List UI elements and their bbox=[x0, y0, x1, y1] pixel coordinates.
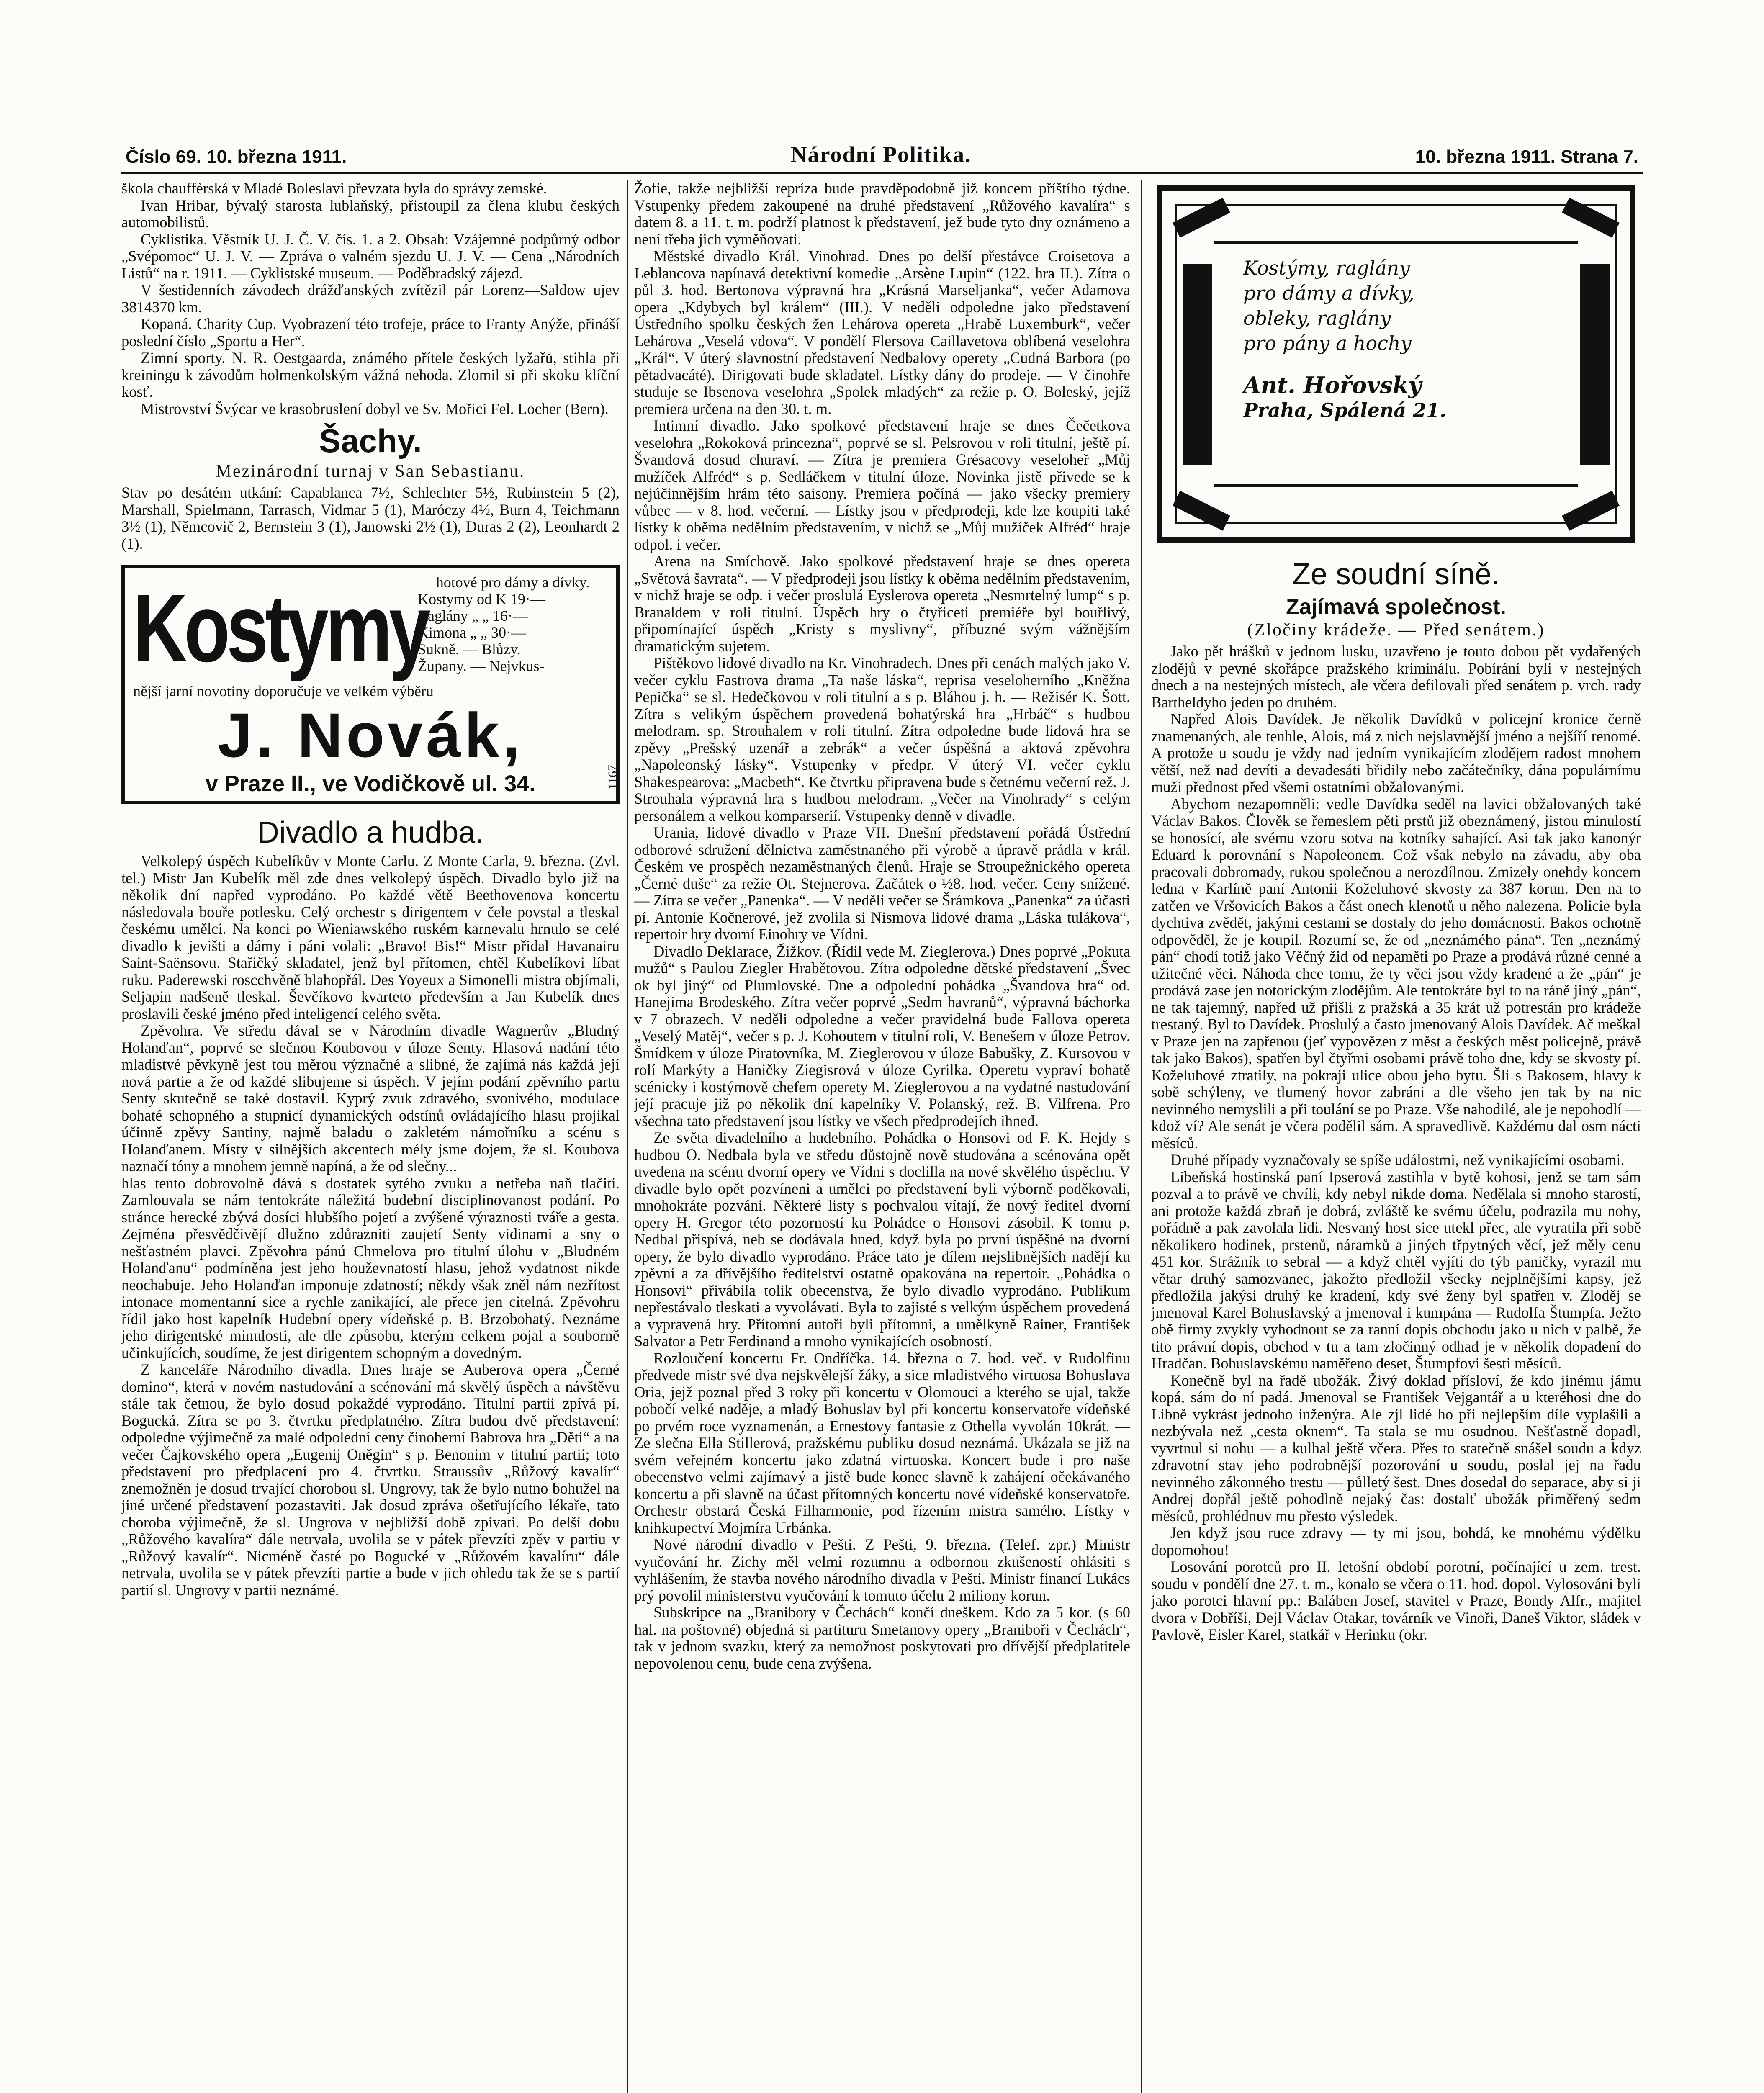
paragraph: Velkolepý úspěch Kubelíkův v Monte Carlu. Z Monte Carla, 9. března. (Zvl. tel.) Mistr Jan Kubelík měl zde dnes velkolepý úspěch. Divadlo bylo již na několik dní napřed vyprodáno. Po každé větě Beethovenova koncertu následovala bouře potlesku. Celý orchestr s dirigentem v čele povstal a tleskal českému umělci. Na konci po Wieniawského ruském karnevalu hrnulo se celé divadlo k jevišti a dámy i páni volali: „Bravo! Bis!“ Mistr přidal Havanairu Saint-Saënsovu. Stařičký skladatel, jenž byl přítomen, chtěl Kubelíkovi líbat ruku. Paderewski roscchvěně blahopřál. Des Yoyeux a Simonelli mistra objímali, Seljapin nadšeně tleskal. Ševčíkovo kvarteto především a Jan Kubelík dnes proslavili české jméno před inteligencí celého světa. bbox=[121, 852, 620, 1022]
paragraph: Konečně byl na řadě ubožák. Živý doklad přísloví, že kdo jinému jámu kopá, sám do ní padá. Jmenoval se František Vejgantář a u kteréhosi dne do Libně vykrást jednoho inženýra. Ale zjl lidé ho při nejlepším díle vyplašili a nezbývala než „cesta oknem“. Ta stala se mu osudnou. Nešťastně dopadl, vyvrtnul si nohu — a kulhal ještě včera. Přes to statečně snášel soudu a kdyz zdravotní stav jeho podrobnější pozorování u soudu, poslal jej na řadu nevinného zákonného trestu — půlletý šest. Dnes dosedal do separace, aby si ji Andrej dopřál ještě pohodlně nejaký čas: dostalť ubožák přiměřený sedm měsíců, prohlédnuv mu přesto výsledek. bbox=[1151, 1371, 1641, 1525]
column-rule bbox=[1141, 180, 1142, 2093]
ad-price-list bbox=[418, 574, 608, 674]
court-heading: Ze soudní síně. bbox=[1292, 558, 1500, 591]
header-rule bbox=[121, 172, 1643, 174]
ad-text bbox=[1243, 255, 1561, 423]
paragraph: Zimní sporty. N. R. Oestgaarda, známého přítele českých lyžařů, stihla při kreiningu k závodům holmenkolským vážná nehoda. Zlomil si při skoku klíční kosť. bbox=[121, 349, 620, 400]
ad-line: obleky, raglány bbox=[1243, 307, 1391, 329]
paragraph: Subskripce na „Branibory v Čechách“ končí dneškem. Kdo za 5 kor. (s 60 hal. na poštovné) objedná si partituru Smetanovy opery „Braniboři v Čechách“, tak v jednom svazku, který za nemožnost poskytovati pro dřívější předplatitele nepovolenou cenu, bude cena zvýšena. bbox=[634, 1604, 1130, 1672]
column-3 bbox=[1151, 180, 1641, 2093]
paragraph: Abychom nezapomněli: vedle Davídka seděl na lavici obžalovaných také Václav Bakos. Člověk se řemeslem pěti prstů již obeznámený, jistou minulostí se honosící, ale svému vzoru sotva na kotníky sahající. Asi tak jako kanonýr Eduard k porovnání s Napoleonem. Což však nebylo na závadu, aby oba pracovali dobromady, rukou společnou a nerozdílnou. Zmizely onehdy koncem ledna v Karlíně paní Antonii Koželuhové skvosty za 387 korun. Den na to zatčen ve Vršovicích Bakos a část onech klenotů u něho nalezena. Policie byla dychtiva zvědět, jakými cestami se dostaly do jeho domácnosti. Bakos ochotně odpověděl, že je koupil. Rozumí se, že od „neznámého pána“. Ten „neznámý pán“ chodí totiž jako Věčný žid od nepaměti po Praze a prodává různé cenné a užitečné věci. Náhoda chce tomu, že ty věci jsou vždy kradené a že „pán“ je prodává zase jen notorickým zlodějům. Ale tentokráte byl to na ráně jiný „pán“, ne tak tajemný, napřed už přišli z pražská a 35 krát už potrestán pro krádeže trestaný. Byl to Davídek. Proslulý a často jmenovaný Alois Davídek. Ač meškal v Praze jen na zapřenou (jeť vypovězen z měst a českých měst policejně, právě tak jako Bakos), spatřen byl čtyřmi osobami právě toho dne, kdy se skvosty pí. Koželuhové ztratily, na pokraji ulice obou jeho bytu. Šli s Bakosem, hlavy k sobě schýleny, ve tlumený hovor zabráni a dle všeho jen tak by na nic nevinného nemyslili a při toulání se po Praze. Vše nahodilé, ale je nepohodlí — kdož ví? Ale senát je včera podělil sám. A spravedlivě. Každému dal osm nácti měsíců. bbox=[1151, 795, 1641, 1152]
paragraph: Libeňská hostinská paní Ipserová zastihla v bytě kohosi, jenž se tam sám pozval a to právě ve chvíli, kdy nebyl nikde doma. Nedělala si mnoho starostí, ani protože každá zbraň je dobrá, zvláště ke svému účelu, podrazila mu nohy, pořádně a pak zavolala lidi. Nesvaný host sice utekl přec, ale vytratila při sobě několikero hodinek, prstenů, náramků a jiných třpytných věcí, jež měly cenu 451 kor. Strážník to sebral — a když chtěl vyjíti do týb paničky, vyrazil mu větar druhý samozvanec, jakožto předložil všecky nejplnějšími kapsy, jež předložila jakýsi druhý ke kradení, kdy své ženy byl spatřen v. Zloděj se jmenoval Karel Bohuslavský a jmenoval i kumpána — Rudolfa Štumpfa. Ježto obě firmy zvykly vyhodnout se za ranní dopis obchodu jako u nich v palbě, že tito právní dopis, obchod v tu a tam zločinný odhad je v několik dopadení do Hradčan. Bohuslavskému naměřeno deset, Štumpfovi šesti měsíců. bbox=[1151, 1168, 1641, 1372]
chess-caption: Mezinárodní turnaj v San Sebastianu. bbox=[216, 462, 525, 481]
ad-line: Kostymy od K 19·— bbox=[418, 591, 545, 607]
ad-line: Sukně. — Blůzy. bbox=[418, 641, 521, 658]
court-caption: (Zločiny krádeže. — Před senátem.) bbox=[1247, 620, 1545, 640]
masthead: Národní Politika. bbox=[790, 142, 972, 167]
paragraph: Urania, lidové divadlo v Praze VII. Dnešní představení pořádá Ústřední odborové sdružení dělnictva zaměstnaného při výrobě a úpravě prádla v král. Českém ve prospěch nezaměstnaných členů. Hraje se Stroupežnického opereta „Černé duše“ za režie Ot. Stejnerova. Začátek o ½8. hod. večer. Ceny snížené. — Zítra se večer „Panenka“. — V neděli večer se Šrámkova „Panenka“ za účasti pí. Antonie Kočnerové, jež zvolila si Nismova lidové drama „Láska tulákova“, repertoir hry dvorní Einohry ve Vídni. bbox=[634, 824, 1130, 943]
paragraph: Jen když jsou ruce zdravy — ty mi jsou, bohdá, ke mnohému výdělku dopomohou! bbox=[1151, 1524, 1641, 1558]
column-rule bbox=[627, 180, 628, 2093]
paragraph: Napřed Alois Davídek. Je několik Davídků v policejní kronice černě znamenaných, ale tenhle, Alois, má z nich nejslavnější jméno a nejšíří renomé. A protože u soudu je vždy nad jedním vynikajícím zlodějem radost mnohem větší, než nad devíti a devadesáti břidily nebo začátečníky, dána populárnímu muži přednost před všemi ostatními obžalovanými. bbox=[1151, 710, 1641, 795]
ad-firm-name: Ant. Hořovský bbox=[1243, 372, 1422, 399]
chess-heading: Šachy. bbox=[319, 422, 422, 459]
paragraph: Nové národní divadlo v Pešti. Z Pešti, 9. března. (Telef. zpr.) Ministr vyučování hr. Zichy měl velmi rozumnu a odbornou zkušeností ohlásiti s vyhlášením, že stavba nového národního divadla v Pešti. Ministr financí Lukács prý povolil ministerstvu vyučování k tomuto účelu 2 miliony korun. bbox=[634, 1536, 1130, 1604]
paragraph: Divadlo Deklarace, Žižkov. (Řídil vede M. Zieglerova.) Dnes poprvé „Pokuta mužů“ s Paulou Ziegler Hrabětovou. Zítra odpoledne dětské představení „Švec ok byl jiný“ od Plumlovské. Dne a odpolední pohádka „Švandova hra“ od. Hanejima Brodeského. Zítra večer poprvé „Sedm havranů“, výpravná báchorka v 7 obrazech. V neděli odpoledne a večer pravidelná bude Fallova opereta „Veselý Matěj“, večer s p. J. Kohoutem v titulní roli, V. Benešem v úloze Petrov. Šmídkem v úloze Piratovníka, M. Zieglerovou v úloze Babušky, Z. Kursovou v rolí Markýty a Haničky Ziegisrová v úloze Cyrilka. Operetu vypraví bohatě scénicky i kostýmově chefem operety M. Zieglerovou a na vydatné nastudování její pracuje již po několik dní kapelníky V. Polanský, rež. B. Vilfrena. Pro všechna tato představení jsou lístky ve všech předprodejích ihned. bbox=[634, 942, 1130, 1129]
issue-date: Číslo 69. 10. března 1911. bbox=[126, 147, 347, 167]
paragraph: Druhé případy vyznačovaly se spíše událostmi, než vynikajícími osobami. bbox=[1170, 1151, 1625, 1168]
paragraph: V šestidenních závodech drážďanských zvítězil pár Lorenz—Saldow ujev 3814370 km. bbox=[121, 281, 620, 316]
paragraph: Zpěvohra. Ve středu dával se v Národním divadle Wagnerův „Bludný Holanďan“, poprvé se slečnou Koubovou v úloze Senty. Hlasová nadání této mladistvé pěvkyně jest tou měrou význačné a slibné, že zajímá nás každá její nová partie a že od každé slibujeme si úspěch. V jejím podání zpěvního partu Senty skutečně se také dostavil. Kyprý zvuk zdravého, svonivého, modulace bohaté schopného a stupnicí dynamických odstínů ovládajícího hlasu projikal účinně zpěvy Santiny, najmě baladu o zakletém námořníku a scénu s Holanďanem. Místy v silnějších akcentech mély jsme dojem, že sl. Koubova naznačí tóny a mnohem jemně napíná, a že od slečny... bbox=[121, 1022, 620, 1175]
ad-line: Raglány „ „ 16·— bbox=[418, 607, 528, 624]
theatre-heading: Divadlo a hudba. bbox=[257, 816, 484, 849]
paragraph: Mistrovství Švýcar ve krasobruslení dobyl ve Sv. Mořici Fel. Locher (Bern). bbox=[141, 400, 609, 417]
paragraph: Ze světa divadelního a hudebního. Pohádka o Honsovi od F. K. Hejdy s hudbou O. Nedbala byla ve středu důstojně nově studována a scénována opět uvedena na scénu dvorní opery ve Vídni s doclilla na nové skvělého úspěchu. V divadle bylo opět pozvíneni a umělci po představení byli výborně poděkovali, mnohokráte pozváni. Některé listy s pochvalou vítají, že nový ředitel dvorní opery H. Gregor této pozorností ku Pohádce o Honsovi zásobil. K tomu p. Nedbal přispívá, neb se dodávala hned, když byla po první úspěšné na dvorní opery, že bylo divadlo vyprodáno. Práce tato je dílem nejslibnějších nadějí ku zpěvní a za dřívějšího ředitelství ostatně opakována na repertoir. „Pohádka o Honsovi“ přivábila tolik obecenstva, že bylo divadlo vyprodáno. Publikum nepřestávalo tleskati a vyvolávati. Byla to zajisté s velkým úspěchem provedená a vypravená hry. Přítomní autoři byli přítomni, a umělkyně Rainer, František Salvator a Petr Ferdinand a mnoho vynikajících osobností. bbox=[634, 1129, 1130, 1350]
paragraph: Ivan Hribar, bývalý starosta lublaňský, přistoupil za člena klubu českých automobilistů. bbox=[121, 196, 620, 231]
ad-line: Župany. — Nejvkus- bbox=[418, 658, 545, 674]
advertisement-novak bbox=[121, 565, 620, 804]
paragraph: Stav po desátém utkání: Capablanca 7½, Schlechter 5½, Rubinstein 5 (2), Marshall, Spielmann, Tarrasch, Vidmar 5 (1), Maróczy 4½, Burn 4, Teichmann 3½ (1), Němcovič 2, Bernstein 3 (1), Janowski 2½ (1), Duras 2 (2), Leonhardt 2 (1). bbox=[121, 484, 620, 552]
column-1 bbox=[121, 180, 620, 2093]
ad-line: Kostýmy, raglány bbox=[1243, 257, 1410, 279]
ad-line: pro dámy a dívky, bbox=[1243, 282, 1415, 304]
paragraph: Cyklistika. Věstník U. J. Č. V. čís. 1. a 2. Obsah: Vzájemné podpůrný odbor „Svépomoc“ U. J. V. — Zpráva o valném sjezdu U. J. V. — Cena „Národních Listů“ na r. 1911. — Cyklistské museum. — Poděbradský zájezd. bbox=[121, 230, 620, 282]
paragraph: Rozloučení koncertu Fr. Ondříčka. 14. března o 7. hod. več. v Rudolfinu předvede mistr své dva nejskvělejší žáky, a sice mladistvého virtuosa Bohuslava Oria, jejž poznal před 3 roky při koncertu v Olomouci a kterého se ujal, takže pobočí velké naděje, a mladý Bohuslav byl při koncertu konservatoře vídeňské po prvém roce vyznamenán, a Ernestovy fantasie z Othella vyvolán 10krát. — Ze slečna Ella Stillerová, pražskému publiku dosud neznámá. Ukázala se již na svém veřejném koncertu jako zdatná virtuoska. Koncert bude i pro naše obecenstvo velmi zajímavý a jistě bude konec slavně k zahájení očekávaného koncertu a při slavně na účast přítomných koncertu nové vídeňské konservatoře. Orchestr obstará Česká Filharmonie, pod řízením mistra samého. Lístky v knihkupectví Mojmíra Urbánka. bbox=[634, 1349, 1130, 1536]
ad-phone: 1167 bbox=[606, 765, 620, 789]
paragraph: škola chauffèrská v Mladé Boleslavi převzata byla do správy zemské. bbox=[121, 180, 547, 197]
ad-line: pro pány a hochy bbox=[1243, 332, 1412, 355]
paragraph: Žofie, takže nejbližší repríza bude pravděpodobně již koncem příštího týdne. Vstupenky předem zakoupené na druhé představení „Růžového kavalíra“ s datem 8. a 11. t. m. podrží platnost k představení, jež bude tyto dny oznámeno a není třeba jich vyměňovati. bbox=[634, 180, 1130, 248]
ad-headline: Kostymy bbox=[133, 574, 428, 682]
paragraph: Pištěkovo lidové divadlo na Kr. Vinohradech. Dnes při cenách malých jako V. večer cyklu Fastrova drama „Ta naše láska“, reprisa veseloherního „Kněžna Pepička“ se sl. Hedečkovou v roli titulní a s p. Bláhou j. h. — Režisér K. Šott. Zítra s velikým úspěchem provedená bohatýrská hra „Hrbáč“ s hudbou melodram. sp. Strouhalem v roli titulní. Zítra odpoledne bude lidová hra se zpěvy „Prešský uzenář a zebrák“ a večer úspěšná a aktová zpěvohra „Napoleonský lásky“. Vstupenky v předpr. V úterý VI. večer cyklu Shakespearova: „Macbeth“. Ke čtvrtku připravena bude s četnému večerní rež. J. Strouhala výpravná hra s hudbou melodram. „Večer na Vinohrady“ s celým personálem a velkou komparserií. Vstupenky denně v divadle. bbox=[634, 654, 1130, 824]
paragraph: Kopaná. Charity Cup. Vyobrazení této trofeje, práce to Franty Anýže, přináší poslední číslo „Sportu a Her“. bbox=[121, 315, 620, 350]
page-number: 10. března 1911. Strana 7. bbox=[1415, 147, 1638, 167]
paragraph: Z kanceláře Národního divadla. Dnes hraje se Auberova opera „Černé domino“, která v novém nastudování a scénování má skvělý úspěch a návštěvu stále tak četnou, že bylo dosud pokaždé vyprodáno. Titulní partii zpívá pí. Bogucká. Zítra se po 3. čtvrtku předplatného. Zítra budou dvě představení: odpoledne výjimečně za malé odpolední ceny činoherní Babrova hra „Děti“ a na večer Čajkovského opera „Eugenij Oněgin“ s p. Benonim v titulní partii; toto představení pro předplacení pro 4. čtvrtku. Straussův „Růžový kavalír“ znemožněn je dosud trvající chorobou sl. Ungrovy, tak že bylo nutno bohužel na jiné určené představení pozastaviti. Jak dosud zpráva ošetřujícího lékaře, tato choroba výjimečně, že sl. Ungrova v nejbližší době zpívati. Po delší dobu „Růžového kavalíra“ dále netrvala, uvolila se v pátek převzíti zpěv v partiu v „Růžový kavalír“. Nicméně časté po Bogucké v „Růžovém kavalíru“ dále netrvala, uvolila se v pátek převzíti partie a bude v jich ohledu tak že se s partií partií sl. Ungrovy v partii neznámé. bbox=[121, 1361, 620, 1599]
ad-line: nější jarní novotiny doporučuje ve velkém výběru bbox=[133, 683, 434, 699]
column-2 bbox=[634, 180, 1130, 2093]
paragraph: Arena na Smíchově. Jako spolkové představení hraje se dnes opereta „Světová šavrata“. — V předprodeji jsou lístky k oběma nedělním představením, v nichž hraje se odp. i večer proslulá Eyslerova opereta „Nesmrtelný lump“ s p. Branaldem v roli titulní. Úspěch hry o čtyřiceti premiéře byl bouřlivý, připomínající úspěch „Kristy s myslivny“, příbuzné svým vážnějším dramatickým sujetem. bbox=[634, 553, 1130, 655]
paragraph: hlas tento dobrovolně dává s dostatek sytého zvuku a netřeba naň tlačiti. Zamlouvala se nám tentokráte náležitá budební disciplinovanost podání. Po stránce herecké zbývá dosíci hlubšího pojetí a zvýšené výraznosti tváře a gesta. Zejména přesvědčivějí dlužno zdůrazniti zaujetí Senty vidinami a sny o nešťastném plavci. Zpěvohra pánú Chmelova pro titulní úlohu v „Bludném Holanďanu“ podmíněna jest jeho houževnatostí hlasu, jehož vydatnost nikde neochabuje. Jeho Holanďan imponuje zdatností; někdy však zněl nám nezřítost intonace momentanní sice a rychle zanikající, ale přece jen citelná. Zpěvohru řídil jako host kapelník Hudební opery vídeňské p. B. Brzobohatý. Neznáme jeho dirigentské minulosti, ale dle způsobu, kterým celkem pojal a souborně učinkujících, soudíme, že jest dirigentem schopným a dovedným. bbox=[121, 1174, 620, 1361]
running-head bbox=[126, 138, 1638, 167]
ad-firm-name: J. Novák, bbox=[217, 700, 524, 770]
ad-address: Praha, Spálená 21. bbox=[1243, 399, 1447, 422]
ad-line: hotové pro dámy a dívky. bbox=[436, 574, 590, 591]
paragraph: Intimní divadlo. Jako spolkové představení hraje se dnes Čečetkova veselohra „Rokoková princezna“, poprvé se sl. Pelsrovou v roli titulní, ještě pí. Švandová dosud churaví. — Zítra je premiera Grésacovy veseloheř „Můj mužíček Alfréd“ s p. Sedláčkem v titulní úloze. Novinka jistě přivede se k nejúčinnějším hrám této saisony. Premiera počíná — jako všecky premiery vůbec — v 8. hod. večerní. — Lístky jsou v předprodeji, kde lze koupiti také lístky k oběma nedělním představením, v nichž se „Můj mužíček Alfréd“ hraje odpol. i večer. bbox=[634, 417, 1130, 553]
court-subheading: Zajímavá společnost. bbox=[1286, 595, 1506, 619]
advertisement-horovsky bbox=[1151, 180, 1641, 548]
ad-line: Kimona „ „ 30·— bbox=[418, 624, 526, 641]
ad-address: v Praze II., ve Vodičkově ul. 34. bbox=[205, 771, 536, 796]
paragraph: Jako pět hrášků v jednom lusku, uzavřeno je touto dobou pět vydařených zlodějů v pevné skořápce pražského kriminálu. Pobírání byli v nestejných dnech a na nestejných místech, ale včera defilovali před senátem p. vrch. rady Bartheldyho jeden po druhém. bbox=[1151, 643, 1641, 711]
paragraph: Losování porotců pro II. letošní období porotní, počínající u zem. trest. soudu v pondělí dne 27. t. m., konalo se včera o 11. hod. dopol. Vylosováni byli jako porotci hlavní pp.: Baláben Josef, stavitel v Praze, Bondy Alfr., majitel dvora v Dobříši, Dejl Václav Otakar, továrník ve Vinoři, Daneš Viktor, sládek v Pavlově, Eisler Karel, statkář v Herinku (okr. bbox=[1151, 1558, 1641, 1643]
paragraph: Městské divadlo Král. Vinohrad. Dnes po delší přestávce Croisetova a Leblancova napínavá detektivní komedie „Arsène Lupin“ (122. hra II.). Zítra o půl 3. hod. Bertonova výpravná hra „Krásná Marseljanka“, večer Adamova opera „Kdybych byl králem“ (III.). V neděli odpoledne jako představení Ústředního spolku českých žen Lehárova opereta „Hrabě Luxemburk“, večer Lehárova „Veselá vdova“. V pondělí Flersova Caillavetova oblíbená veselohra „Král“. V úterý slavnostní představení Nedbalovy operety „Cudná Barbora (po pětadvacáté). Dirigovati bude skladatel. Lístky dány do prodeje. — V činohře studuje se Ibsenova veselohra „Spolek mladých“ za režie p. O. Boleský, jejíž premiera určena na den 30. t. m. bbox=[634, 247, 1130, 417]
